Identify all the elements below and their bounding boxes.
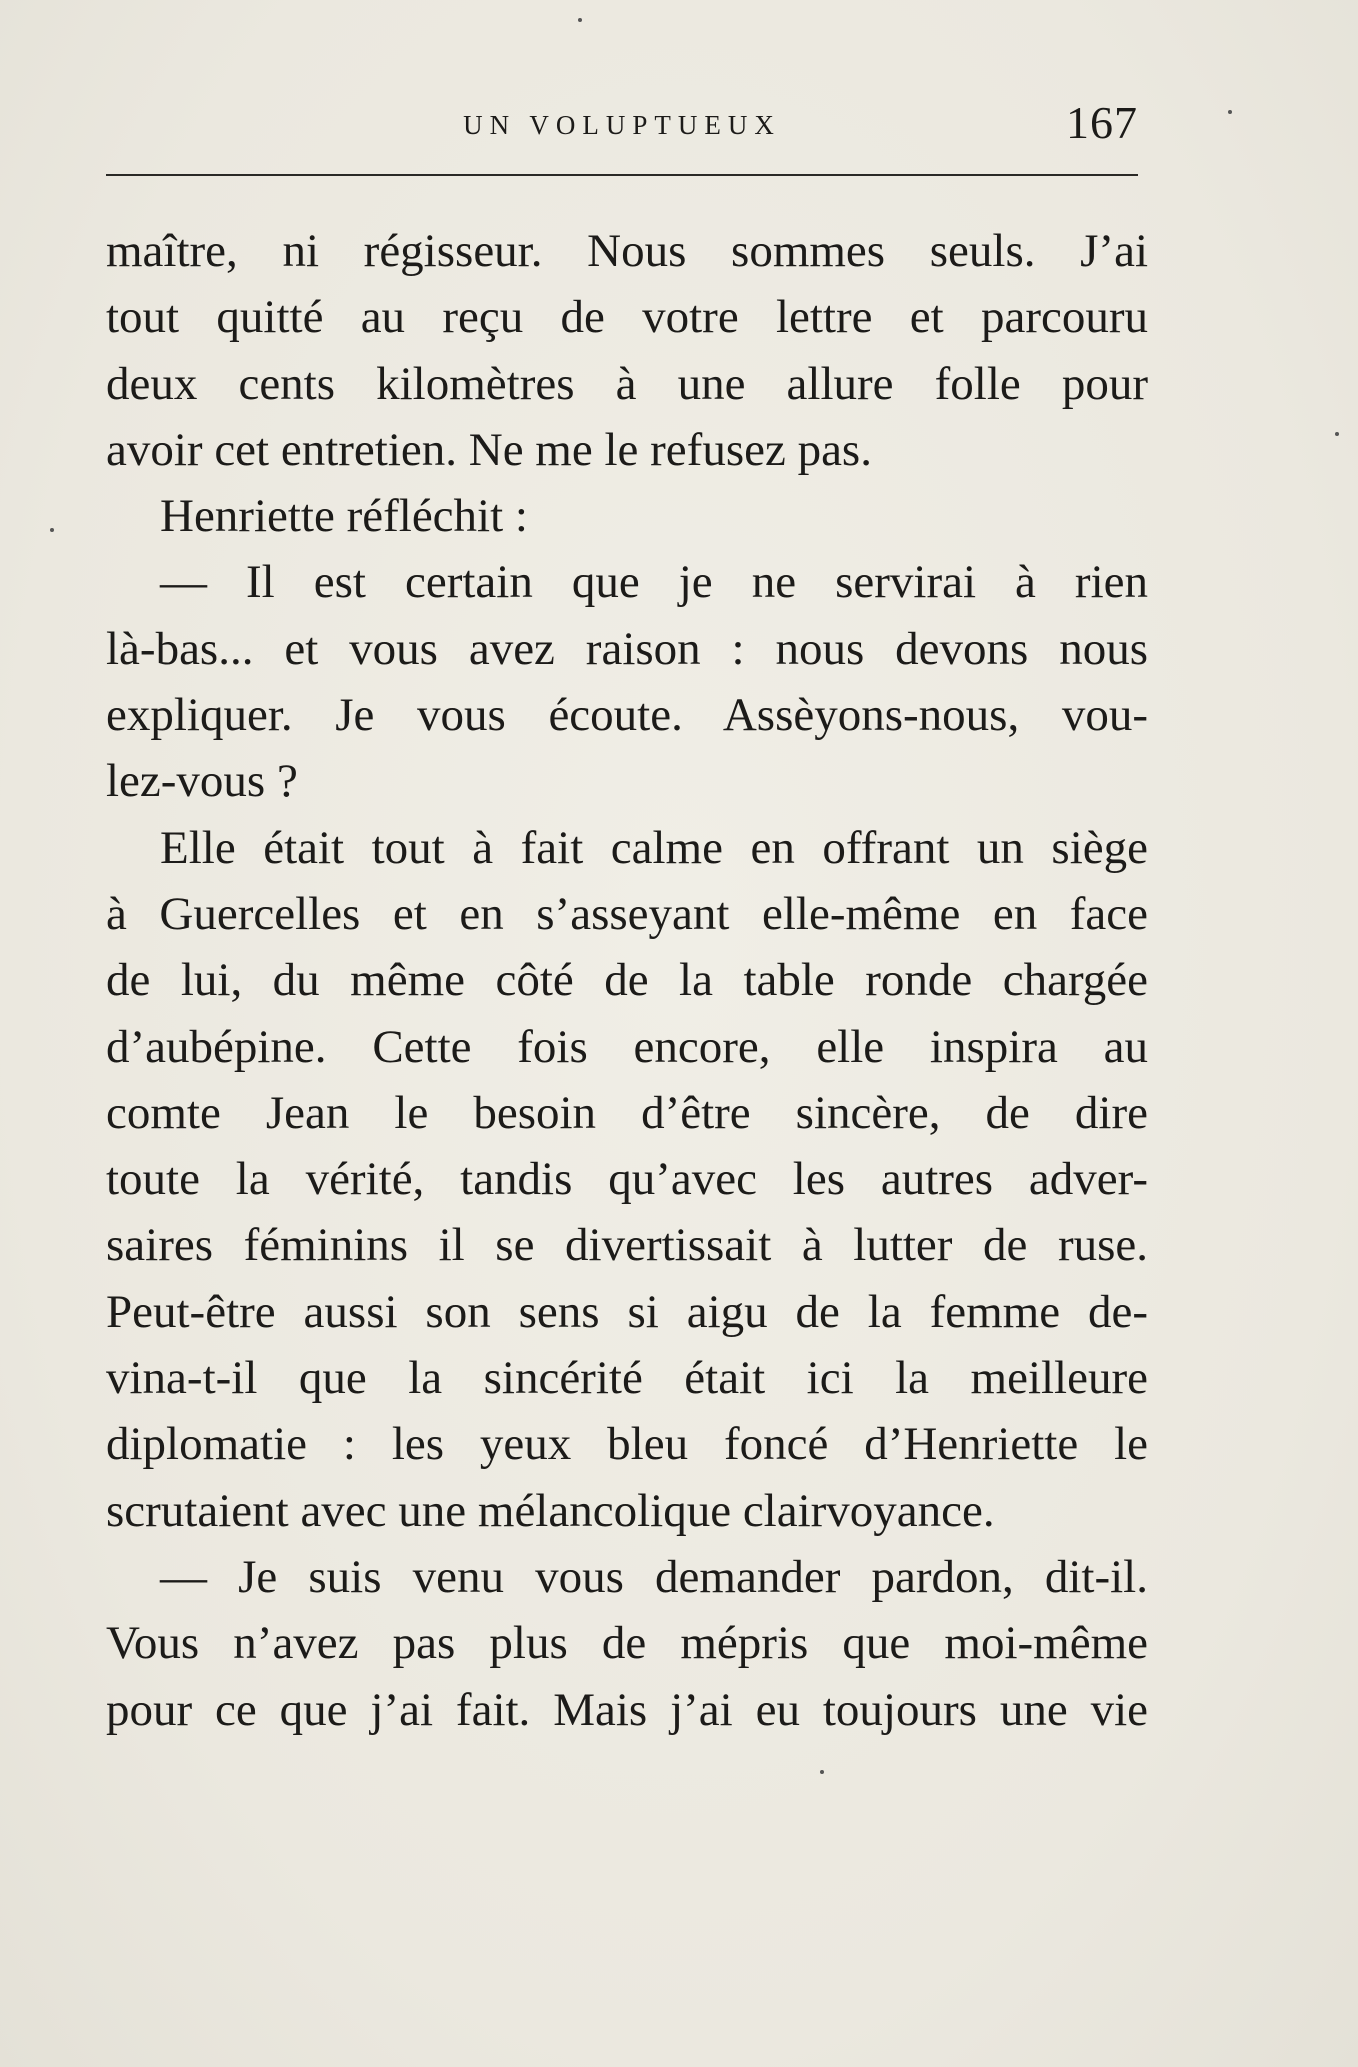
text-line: saires féminins il se divertissait à lutter de ruse. [106, 1219, 1148, 1272]
page-header [106, 96, 1138, 156]
text-line: Vous n’avez pas plus de mépris que moi-même [106, 1617, 1148, 1670]
text-line: de lui, du même côté de la table ronde chargée [106, 954, 1148, 1007]
text-line: tout quitté au reçu de votre lettre et parcouru [106, 291, 1148, 344]
text-line: pour ce que j’ai fait. Mais j’ai eu toujours une vie [106, 1683, 1148, 1736]
text-line: Elle était tout à fait calme en offrant un siège [160, 821, 1148, 874]
print-speck [1228, 110, 1232, 114]
print-speck [820, 1770, 824, 1774]
text-line: Peut-être aussi son sens si aigu de la femme de- [106, 1285, 1148, 1338]
text-line: toute la vérité, tandis qu’avec les autres adver- [106, 1153, 1148, 1206]
print-speck [1335, 432, 1339, 436]
text-line: avoir cet entretien. Ne me le refusez pas. [106, 423, 872, 476]
text-line: Henriette réfléchit : [160, 490, 528, 543]
body-text [106, 218, 1148, 1743]
text-line: là-bas... et vous avez raison : nous devons nous [106, 622, 1148, 675]
text-line: à Guercelles et en s’asseyant elle-même en face [106, 887, 1148, 940]
text-line: lez-vous ? [106, 755, 298, 808]
text-line: — Je suis venu vous demander pardon, dit-il. [160, 1550, 1148, 1603]
text-line: expliquer. Je vous écoute. Assèyons-nous, vou- [106, 689, 1148, 742]
text-line: vina-t-il que la sincérité était ici la meilleure [106, 1352, 1148, 1405]
running-title: UN VOLUPTUEUX [463, 110, 781, 140]
text-line: maître, ni régisseur. Nous sommes seuls. J’ai [106, 225, 1148, 277]
print-speck [578, 18, 582, 22]
print-speck [50, 528, 54, 532]
text-line: d’aubépine. Cette fois encore, elle inspira au [106, 1020, 1148, 1073]
header-rule [106, 174, 1138, 176]
page-number: 167 [1066, 97, 1138, 148]
text-line: scrutaient avec une mélancolique clairvoyance. [106, 1484, 995, 1537]
text-line: deux cents kilomètres à une allure folle pour [106, 357, 1148, 410]
text-line: diplomatie : les yeux bleu foncé d’Henriette le [106, 1418, 1148, 1471]
text-line: — Il est certain que je ne servirai à rien [160, 556, 1148, 609]
text-line: comte Jean le besoin d’être sincère, de dire [106, 1086, 1148, 1139]
